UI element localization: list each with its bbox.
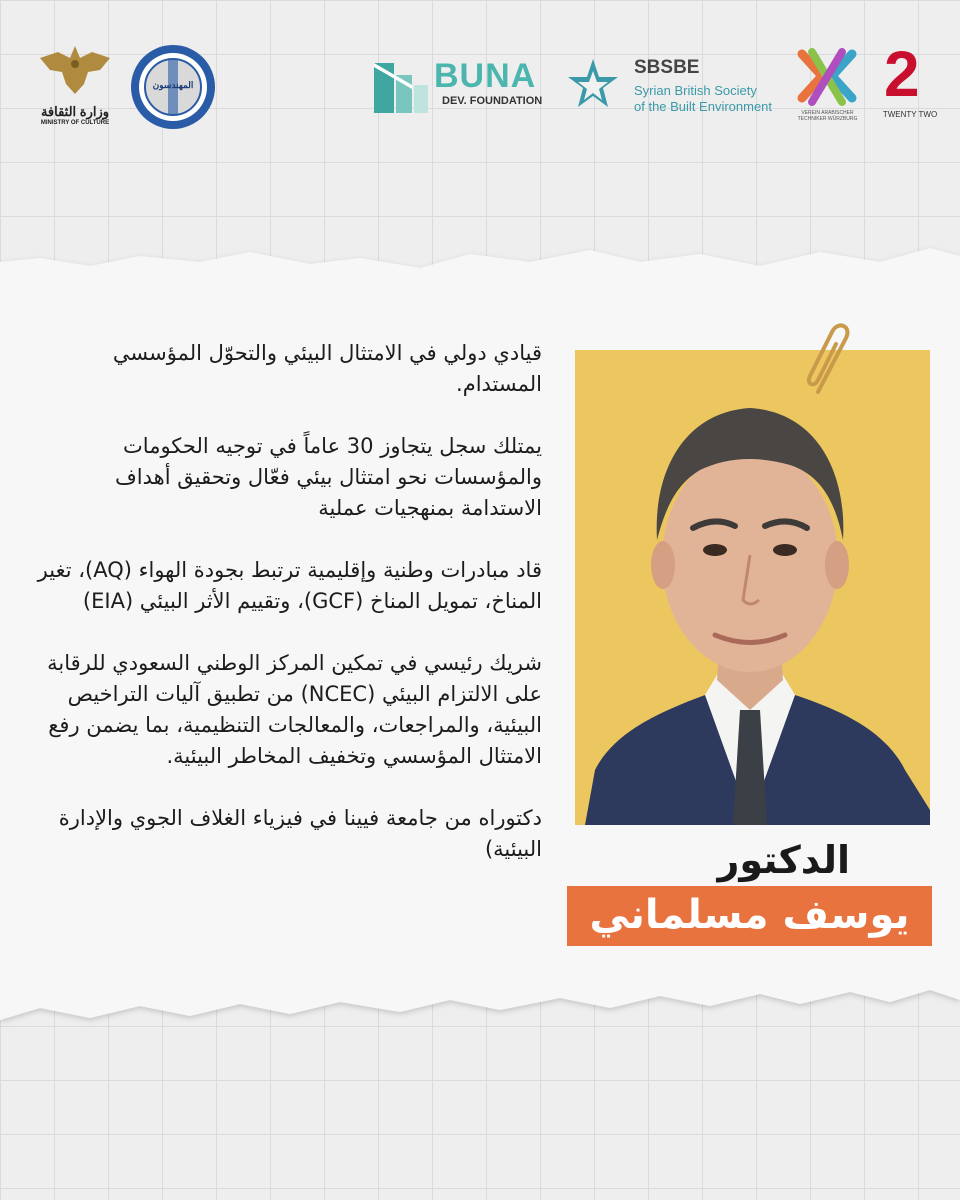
ministry-english-name: MINISTRY OF CULTURE (40, 120, 110, 126)
sbsbe-line2: of the Built Environment (634, 99, 773, 114)
bio-text (30, 338, 542, 896)
bio-paragraph: قيادي دولي في الامتثال البيئي والتحوّل المؤسسي المستدام. (112, 341, 542, 396)
engineers-syndicate-logo (128, 42, 218, 132)
sbsbe-logo (562, 55, 782, 117)
star-logo-icon (562, 55, 624, 117)
bio-paragraph: دكتوراه من جامعة فيينا في فيزياء الغلاف الجوي والإدارة البيئية) (58, 806, 542, 861)
engineers-label: المهندسون (152, 80, 194, 90)
twenty-two-label: TWENTY TWO (882, 110, 938, 119)
verein-line2: TECHNIKER WÜRZBURG (797, 116, 858, 122)
paperclip-icon (800, 322, 860, 402)
sponsor-logos (0, 0, 960, 170)
buna-subtitle: DEV. FOUNDATION (442, 95, 543, 107)
verein-line1: VEREIN ARABISCHER (801, 110, 854, 116)
profile-photo (575, 350, 930, 825)
profile-title: الدكتور (717, 838, 850, 882)
eagle-emblem-icon (30, 40, 120, 100)
buna-name: BUNA (434, 57, 537, 95)
bio-paragraph: شريك رئيسي في تمكين المركز الوطني السعودي للرقابة على الالتزام البيئي (NCEC) من تطبيق آليات التراخيص البيئية، والمراجعات، والمعالجات التنظيمية، بما يضمن رفع الامتثال المؤسسي وتخفيف المخاطر البيئية. (47, 651, 542, 768)
verein-logo (790, 46, 865, 126)
twenty-two-numeral: 2 (884, 38, 920, 110)
sbsbe-line1: Syrian British Society (634, 83, 757, 98)
bio-paragraph: قاد مبادرات وطنية وإقليمية ترتبط بجودة الهواء (AQ)، تغير المناخ، تمويل المناخ (GCF)، وتقييم الأثر البيئي (EIA) (37, 558, 542, 613)
cross-logo-icon (792, 46, 862, 108)
building-logo-icon (372, 55, 432, 115)
sbsbe-name: SBSBE (634, 57, 700, 78)
ministry-arabic-name: وزارة الثقافة (40, 104, 110, 119)
ministry-of-culture-logo (30, 40, 120, 135)
buna-logo (372, 55, 547, 115)
twenty-two-logo (880, 38, 940, 128)
profile-name: يوسف مسلماني (589, 892, 910, 938)
portrait-illustration (575, 350, 930, 825)
bio-paragraph: يمتلك سجل يتجاوز 30 عاماً في توجيه الحكومات والمؤسسات نحو امتثال بيئي فعّال وتحقيق أهداف الاستدامة بمنهجيات عملية (115, 434, 542, 520)
